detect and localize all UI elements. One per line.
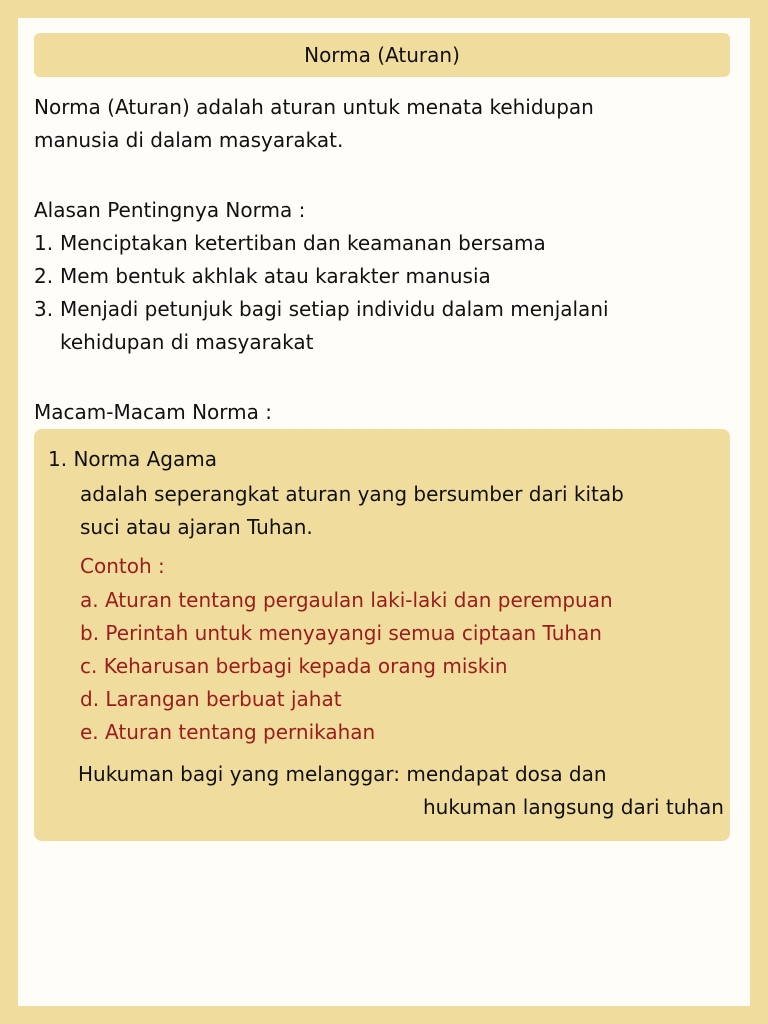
- example-item: c. Keharusan berbagi kepada orang miskin: [80, 654, 508, 678]
- example-item: e. Aturan tentang pernikahan: [80, 720, 376, 744]
- reason-text: Mem bentuk akhlak atau karakter manusia: [60, 264, 491, 288]
- reason-item: [34, 293, 609, 359]
- document-page: [18, 18, 750, 1006]
- penalty-label: Hukuman bagi yang melanggar: mendapat dosa dan: [78, 762, 607, 786]
- norm-definition: [80, 478, 624, 544]
- reason-text-continued: kehidupan di masyarakat: [60, 330, 314, 354]
- intro-paragraph: [34, 91, 594, 157]
- definition-line-1: adalah seperangkat aturan yang bersumber dari kitab: [80, 482, 624, 506]
- reasons-heading: Alasan Pentingnya Norma :: [34, 198, 306, 222]
- reason-item: [34, 227, 609, 260]
- reason-item: [34, 260, 609, 293]
- penalty-value: hukuman langsung dari tuhan: [423, 795, 724, 819]
- definition-line-2: suci atau ajaran Tuhan.: [80, 515, 313, 539]
- reasons-list: [34, 227, 609, 359]
- intro-line-2: manusia di dalam masyarakat.: [34, 128, 344, 152]
- page-title-bar: [34, 33, 730, 77]
- reason-number: 1.: [34, 231, 54, 255]
- types-heading: Macam-Macam Norma :: [34, 400, 272, 424]
- example-item: d. Larangan berbuat jahat: [80, 687, 342, 711]
- example-label: Contoh :: [80, 554, 165, 578]
- intro-line-1: Norma (Aturan) adalah aturan untuk menata kehidupan: [34, 95, 594, 119]
- example-list: [80, 584, 613, 749]
- norm-name: 1. Norma Agama: [48, 447, 217, 471]
- reason-text: Menciptakan ketertiban dan keamanan bersama: [60, 231, 546, 255]
- norm-type-card: [34, 429, 730, 841]
- example-item: b. Perintah untuk menyayangi semua ciptaan Tuhan: [80, 621, 602, 645]
- example-item: a. Aturan tentang pergaulan laki-laki dan perempuan: [80, 588, 613, 612]
- page-title: Norma (Aturan): [304, 43, 460, 67]
- reason-text: Menjadi petunjuk bagi setiap individu dalam menjalani: [60, 297, 609, 321]
- reason-number: 3.: [34, 297, 54, 321]
- reason-number: 2.: [34, 264, 54, 288]
